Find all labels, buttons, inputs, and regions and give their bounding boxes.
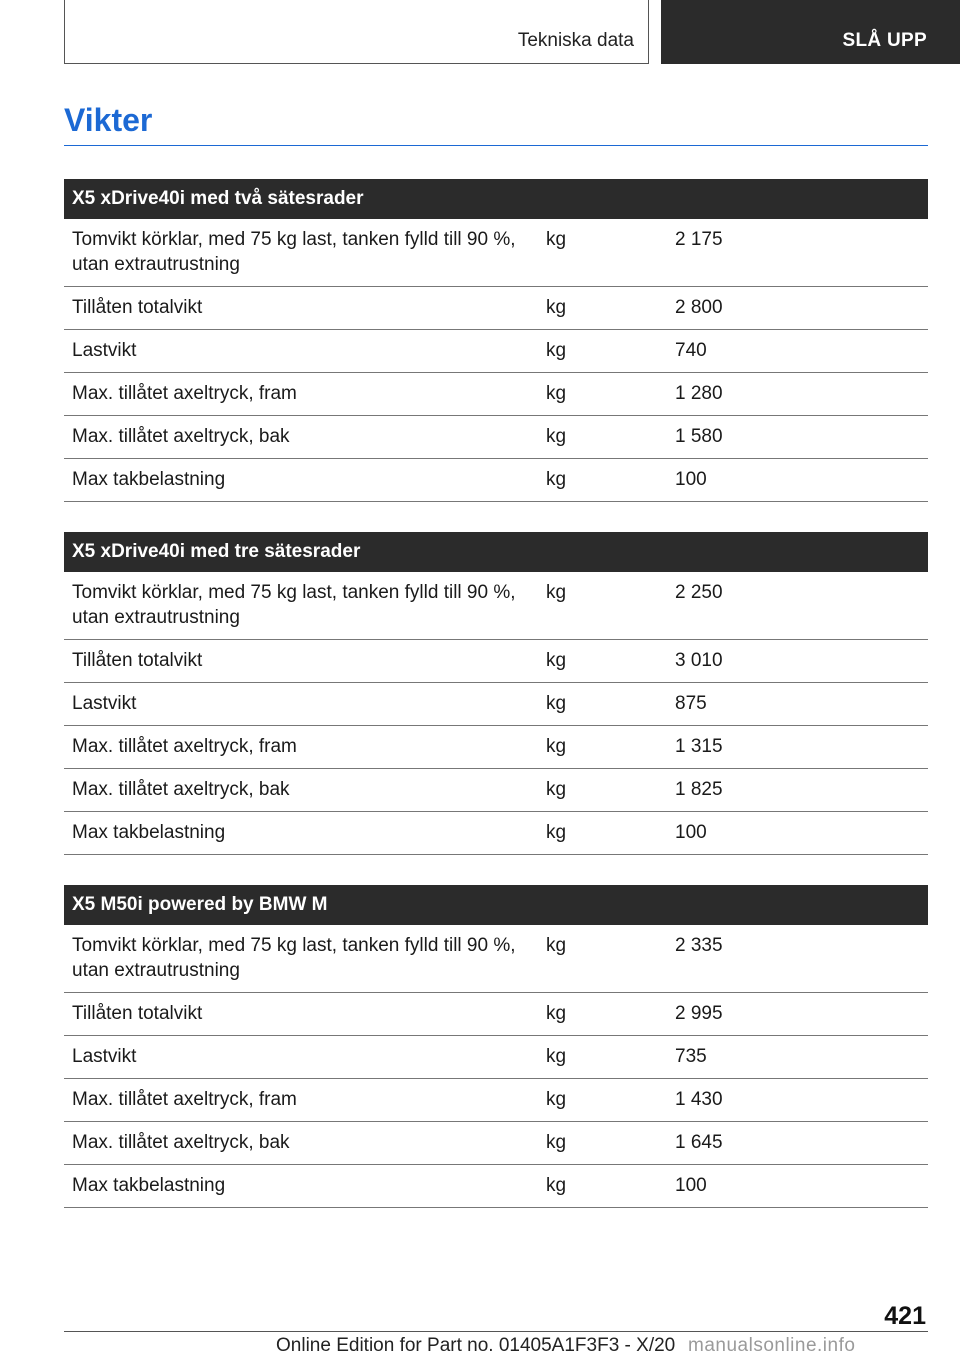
row-value: 100 bbox=[675, 1175, 707, 1196]
table-row bbox=[64, 1165, 928, 1208]
row-label: Tomvikt körklar, med 75 kg last, tanken fylld till 90 %, utan extrautrustning bbox=[72, 229, 516, 275]
row-value: 3 010 bbox=[675, 650, 723, 671]
page-title: Vikter bbox=[64, 102, 153, 138]
row-unit: kg bbox=[546, 779, 567, 800]
row-value: 2 250 bbox=[675, 582, 723, 603]
table-row bbox=[64, 1079, 928, 1122]
row-unit: kg bbox=[546, 229, 567, 250]
row-unit: kg bbox=[546, 650, 567, 671]
row-label: Max takbelastning bbox=[72, 822, 226, 843]
row-label: Max takbelastning bbox=[72, 469, 226, 490]
row-unit: kg bbox=[546, 383, 567, 404]
table-row bbox=[64, 1122, 928, 1165]
table-row bbox=[64, 330, 928, 373]
row-unit: kg bbox=[546, 1175, 567, 1196]
table-row bbox=[64, 459, 928, 502]
table-row bbox=[64, 219, 928, 287]
title-divider bbox=[64, 145, 928, 146]
row-unit: kg bbox=[546, 469, 567, 490]
table-row bbox=[64, 373, 928, 416]
row-unit: kg bbox=[546, 935, 567, 956]
row-label: Tillåten totalvikt bbox=[72, 1003, 203, 1024]
row-value: 1 280 bbox=[675, 383, 723, 404]
edition-text: Online Edition for Part no. 01405A1F3F3 - X/20 bbox=[276, 1335, 676, 1356]
row-value: 2 995 bbox=[675, 1003, 723, 1024]
table-row bbox=[64, 812, 928, 855]
page-number: 421 bbox=[884, 1302, 926, 1330]
table-row bbox=[64, 1036, 928, 1079]
table-row bbox=[64, 925, 928, 993]
row-unit: kg bbox=[546, 1003, 567, 1024]
lookup-nav-label: SLÅ UPP bbox=[842, 30, 927, 51]
row-label: Max takbelastning bbox=[72, 1175, 226, 1196]
row-label: Lastvikt bbox=[72, 1046, 137, 1067]
row-value: 735 bbox=[675, 1046, 707, 1067]
weights-table bbox=[64, 532, 928, 855]
table-row bbox=[64, 683, 928, 726]
row-label: Max. tillåtet axeltryck, bak bbox=[72, 426, 290, 447]
header-section-tab[interactable] bbox=[64, 0, 649, 64]
row-label: Max. tillåtet axeltryck, fram bbox=[72, 1089, 297, 1110]
row-unit: kg bbox=[546, 1089, 567, 1110]
row-value: 2 175 bbox=[675, 229, 723, 250]
row-label: Lastvikt bbox=[72, 340, 137, 361]
row-value: 2 800 bbox=[675, 297, 723, 318]
row-unit: kg bbox=[546, 736, 567, 757]
row-value: 1 430 bbox=[675, 1089, 723, 1110]
row-unit: kg bbox=[546, 426, 567, 447]
row-value: 1 580 bbox=[675, 426, 723, 447]
watermark: manualsonline.info bbox=[688, 1335, 856, 1356]
table-heading: X5 xDrive40i med två sätesrader bbox=[64, 179, 928, 219]
table-row bbox=[64, 287, 928, 330]
row-label: Tillåten totalvikt bbox=[72, 650, 203, 671]
weights-table bbox=[64, 179, 928, 502]
table-row bbox=[64, 416, 928, 459]
table-row bbox=[64, 572, 928, 640]
weights-tables bbox=[64, 179, 928, 1238]
section-title: Tekniska data bbox=[517, 30, 634, 51]
table-heading: X5 xDrive40i med tre sätesrader bbox=[64, 532, 928, 572]
row-value: 100 bbox=[675, 469, 707, 490]
weights-table bbox=[64, 885, 928, 1208]
row-label: Tillåten totalvikt bbox=[72, 297, 203, 318]
lookup-nav-button[interactable] bbox=[661, 0, 960, 64]
row-label: Max. tillåtet axeltryck, fram bbox=[72, 383, 297, 404]
row-unit: kg bbox=[546, 340, 567, 361]
row-label: Tomvikt körklar, med 75 kg last, tanken fylld till 90 %, utan extrautrustning bbox=[72, 935, 516, 981]
row-value: 2 335 bbox=[675, 935, 723, 956]
row-label: Max. tillåtet axeltryck, bak bbox=[72, 779, 290, 800]
row-value: 875 bbox=[675, 693, 707, 714]
row-value: 1 825 bbox=[675, 779, 723, 800]
table-row bbox=[64, 640, 928, 683]
row-label: Lastvikt bbox=[72, 693, 137, 714]
row-unit: kg bbox=[546, 582, 567, 603]
row-value: 1 645 bbox=[675, 1132, 723, 1153]
table-row bbox=[64, 993, 928, 1036]
row-unit: kg bbox=[546, 1132, 567, 1153]
table-heading: X5 M50i powered by BMW M bbox=[64, 885, 928, 925]
table-row bbox=[64, 726, 928, 769]
row-label: Max. tillåtet axeltryck, fram bbox=[72, 736, 297, 757]
table-row bbox=[64, 769, 928, 812]
row-value: 740 bbox=[675, 340, 707, 361]
row-label: Tomvikt körklar, med 75 kg last, tanken fylld till 90 %, utan extrautrustning bbox=[72, 582, 516, 628]
row-value: 100 bbox=[675, 822, 707, 843]
row-unit: kg bbox=[546, 822, 567, 843]
row-unit: kg bbox=[546, 297, 567, 318]
footer-divider bbox=[64, 1331, 928, 1332]
row-unit: kg bbox=[546, 693, 567, 714]
row-label: Max. tillåtet axeltryck, bak bbox=[72, 1132, 290, 1153]
row-value: 1 315 bbox=[675, 736, 723, 757]
row-unit: kg bbox=[546, 1046, 567, 1067]
